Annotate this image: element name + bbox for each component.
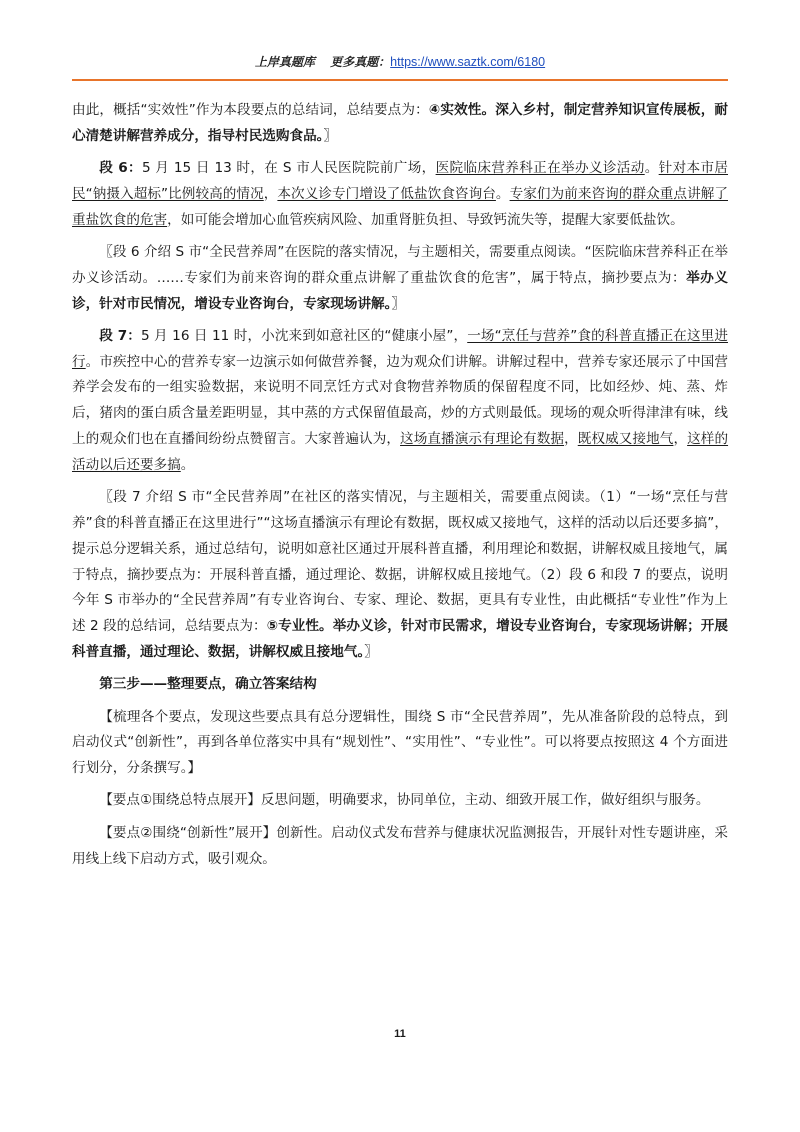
paragraph-summary-effectiveness <box>72 98 728 150</box>
underlined-text: 专家们为前来咨询的群众重点讲解了重盐饮食的危害 <box>72 185 728 228</box>
paragraph-structure-note: 【梳理各个要点，发现这些要点具有总分逻辑性，围绕 S 市“全民营养周”，先从准备阶段的总特点，到启动仪式“创新性”，再到各单位落实中具有“规划性”、“实用性”、“专业性”。可以将要点按照这 4 个方面进行划分，分条撰写。】 <box>72 708 728 777</box>
text-run: 5 月 16 日 11 时，小沈来到如意社区的“健康小屋”， <box>140 327 468 344</box>
page-number: 11 <box>394 1028 406 1040</box>
underlined-text: 本次义诊专门增设了低盐饮食咨询台 <box>277 185 496 202</box>
section-6-label: 段 6： <box>99 160 142 177</box>
section-7-label: 段 7： <box>99 327 141 344</box>
bracket-close: 〗 <box>364 643 378 660</box>
bracket-close: 〗 <box>391 295 406 312</box>
bracket-close: 〗 <box>323 127 338 144</box>
text-run: ，如可能会增加心血管疾病风险、加重肾脏负担、导致钙流失等，提醒大家要低盐饮。 <box>167 211 684 228</box>
text-run: 。 <box>644 160 659 177</box>
text-run: ， <box>564 431 578 448</box>
header-url-link[interactable]: https://www.saztk.com/6180 <box>390 55 546 69</box>
underlined-text: 一场“烹任与营养”食的科普直播正在这里进行 <box>72 327 728 370</box>
underlined-text: 这场直播演示有理论有数据 <box>400 431 565 448</box>
underlined-text: 医院临床营养科正在举办义诊活动 <box>435 160 645 177</box>
summary-text: 由此，概括“实效性”作为本段要点的总结词，总结要点为： <box>72 102 429 118</box>
document-body <box>72 98 728 879</box>
page-header <box>72 52 728 76</box>
underlined-text: 这样的活动以后还要多搞 <box>72 431 729 473</box>
header-more-label: 更多真题： <box>330 55 391 69</box>
text-run: 。市疾控中心的营养专家一边演示如何做营养餐，边为观众们讲解。讲解过程中，营养专家还展示了中国营养学会发布的一组实验数据，来说明不同烹饪方式对食物营养物质的保留程度不同，比如经炒、炖、蒸、炸后，猪肉的蛋白质含量差距明显，其中蒸的方式保留值最高，炒的方式则最低。现场的观众听得津津有味，线上的观众们也在直播间纷纷点赞留言。大家普遍认为， <box>72 353 729 448</box>
analysis-text: 〖段 7 介绍 S 市“全民营养周”在社区的落实情况，与主题相关，需要重点阅读。（1）“一场“烹任与营养”食的科普直播正在这里进行”“这场直播演示有理论有数据，既权威又接地气，这样的活动以后还要多搞”，提示总分逻辑关系，通过总结句，说明如意社区通过开展科普直播，利用理论和数据，讲解权威且接地气，属于特点，摘抄要点为：开展科普直播，通过理论、数据，讲解权威且接地气。（2）段 6 和段 7 的要点，说明今年 S 市举办的“全民营养周”有专业咨询台、专家、理论、数据，更具有专业性，由此概括“专业性”作为上述 2 段的总结词，总结要点为： <box>72 489 728 635</box>
step-3-heading: 第三步——整理要点，确立答案结构 <box>99 676 317 693</box>
text-run: ， <box>673 431 688 448</box>
analysis-text: 〖段 6 介绍 S 市“全民营养周”在医院的落实情况，与主题相关，需要重点阅读。“医院临床营养科正在举办义诊活动。……专家们为前来咨询的群众重点讲解了重盐饮食的危害”，属于特点，摘抄要点为： <box>72 243 728 286</box>
analysis-key-point: 举办义诊，针对市民情况，增设专业咨询台，专家现场讲解。 <box>72 269 729 312</box>
text-run: 5 月 15 日 13 时，在 S 市人民医院院前广场， <box>141 160 436 177</box>
summary-point-4: ④实效性。深入乡村，制定营养知识宣传展板，耐心清楚讲解营养成分，指导村民选购食品。 <box>72 102 728 144</box>
paragraph-analysis-7 <box>72 485 728 666</box>
paragraph-section-6 <box>72 156 728 233</box>
underlined-text: 既权威又接地气 <box>577 431 674 448</box>
text-run: 。 <box>495 185 510 202</box>
paragraph-analysis-6 <box>72 240 728 317</box>
header-divider <box>72 79 728 81</box>
paragraph-point-2: 【要点②围绕“创新性”展开】创新性。启动仪式发布营养与健康状况监测报告，开展针对性专题讲座，采用线上线下启动方式，吸引观众。 <box>72 824 728 867</box>
underlined-text: 针对本市居民“钠摄入超标”比例较高的情况 <box>72 160 729 202</box>
paragraph-section-7 <box>72 324 728 479</box>
header-brand: 上岸真题库 <box>254 55 315 69</box>
text-run: ， <box>263 185 278 202</box>
summary-point-5: ⑤专业性。举办义诊，针对市民需求，增设专业咨询台，专家现场讲解；开展科普直播，通过理论、数据，讲解权威且接地气。 <box>72 618 728 660</box>
paragraph-point-1: 【要点①围绕总特点展开】反思问题，明确要求，协同单位，主动、细致开展工作，做好组织与服务。 <box>99 792 710 809</box>
text-run: 。 <box>180 456 195 473</box>
